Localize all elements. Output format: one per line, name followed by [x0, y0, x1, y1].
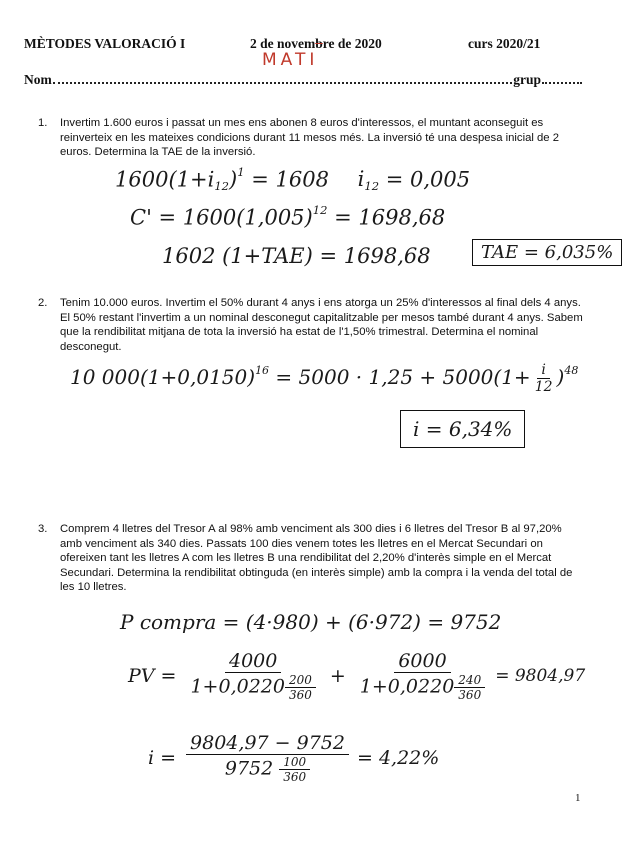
group-label: grup	[513, 72, 541, 87]
question-3	[40, 522, 585, 595]
q3-answer-present-value: PV = 4000 1+0,0220 $\frac{200}{360}$ + 6000 1+0,0220 $\frac{240}{360}$ = 9804,97	[128, 650, 586, 702]
q1-answer-line-1: $1600(1+i_{12})^1 = 1608$ $i_{12} = 0,005$	[115, 165, 471, 193]
name-group-line	[24, 72, 582, 88]
q1-result-box: TAE = 6,035%	[472, 239, 622, 266]
question-number: 2.	[38, 297, 48, 309]
q1-answer-line-2: $C' = 1600(1,005)^{12} = 1698,68$	[130, 203, 446, 230]
name-field-dots	[53, 72, 512, 84]
academic-year: curs 2020/21	[468, 36, 541, 51]
q3-answer-line-1: P compra = (4·980) + (6·972) = 9752	[120, 610, 502, 634]
q1-answer-line-3: 1602 (1+TAE) = 1698,68	[162, 244, 431, 268]
exam-date: 2 de novembre de 2020	[250, 36, 382, 51]
question-number: 1.	[38, 117, 48, 129]
q2-result-box: i = 6,34%	[400, 410, 525, 448]
question-number: 3.	[38, 523, 48, 535]
question-text: Tenim 10.000 euros. Invertim el 50% durant 4 anys i ens atorga un 25% d'interessos al final dels 4 anys. El 50% restant l'invertim a un nominal desconegut capitalitzable per mesos també durant 4 anys. Sabem que la rendibilitat mitjana de tota la inversió ha estat de l'1,50% trimestral. Determina el nominal desconegut.	[60, 297, 583, 353]
q3-answer-return: i = 9804,97 − 9752 9752 $\frac{100}{360}$ = 4,22%	[148, 732, 440, 784]
group-field-dots	[542, 72, 582, 84]
question-text: Invertim 1.600 euros i passat un mes ens abonen 8 euros d'interessos, el muntant aconseguit es reinverteix en les mateixes condicions durant 11 mesos més. La inversió té una despesa inicial de 2 euros. Determina la TAE de la inversió.	[60, 117, 560, 159]
name-label: Nom	[24, 72, 52, 87]
page-number: 1	[575, 792, 581, 804]
question-2	[40, 296, 585, 354]
q2-answer-equation: 10 $000(1+0,0150)^{16} = 5000 \cdot 1,25 + 5000(1+$ $\frac{i}{12}$ )$^{48}$	[70, 362, 579, 395]
question-1	[40, 116, 585, 160]
course-title: MÈTODES VALORACIÓ I	[24, 36, 186, 51]
question-text: Comprem 4 lletres del Tresor A al 98% amb venciment als 300 dies i 6 lletres del Tresor B al 97,20% amb venciment als 340 dies. Passats 100 dies venem totes les lletres en el Mercat Secundari on ofereixen tant les lletres A com les lletres B una rendibilitat del 2,20% d'interès simple en el Mercat Secundari. Determina la rendibilitat obtinguda (en interès simple) amb la compra i la venda del total de les 10 lletres.	[60, 523, 573, 594]
handwritten-shift-annotation: MATI	[262, 50, 319, 70]
